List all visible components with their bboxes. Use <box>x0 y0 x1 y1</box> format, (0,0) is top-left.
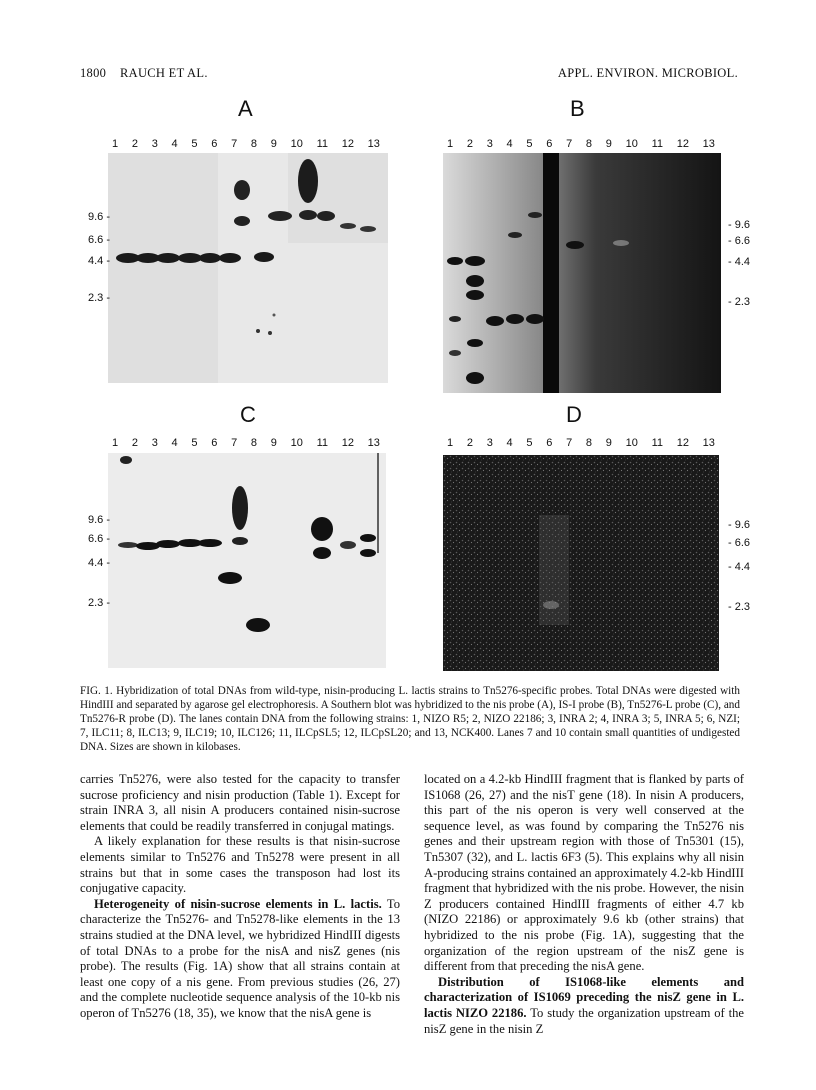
size-marker-c-2-3: 2.3 - <box>88 597 111 609</box>
figure-caption: FIG. 1. Hybridization of total DNAs from wild-type, nisin-producing L. lactis strains to Tn5276-specific probes. Total DNAs were digested with HindIII and separated by agarose gel electrophoresis. A Southern blot was hybridized to the nis probe (A), IS-I probe (B), Tn5276-L probe (C), and Tn5276-R probe (D). The lanes contain DNA from the following strains: 1, NIZO R5; 2, NIZO 22186; 3, INRA 2; 4, INRA 3; 5, INRA 5; 6, NZI; 7, ILC11; 8, ILC13; 9, ILC19; 10, ILC126; 11, ILCpSL5; 12, ILCpSL20; and 13, NCK400. Lanes 7 and 10 contain small quantities of undigested DNA. Sizes are shown in kilobases. <box>80 685 740 753</box>
size-marker-a-2-3: 2.3 - <box>88 292 111 304</box>
size-marker-d-2-3: - 2.3 <box>728 601 751 613</box>
size-marker-c-6-6: 6.6 - <box>88 533 111 545</box>
size-marker-a-9-6: 9.6 - <box>88 211 111 223</box>
panel-letter-a: A <box>238 96 253 121</box>
size-marker-b-9-6: - 9.6 <box>728 219 751 231</box>
blot-panel-a <box>108 153 388 383</box>
panel-letter-b: B <box>570 96 585 121</box>
right-column <box>424 772 744 1037</box>
left-paragraph-2: A likely explanation for these results is that nisin-sucrose elements similar to Tn5276 and Tn5278 were present in all strains but that in some cases the transposon had lost its conjugative capacity. <box>80 834 400 896</box>
size-marker-d-6-6: - 6.6 <box>728 537 751 549</box>
panel-b-lane-numbers: 1 2 3 4 5 6 7 8 9 10 11 12 13 <box>447 138 715 150</box>
section-heading-heterogeneity: Heterogeneity of nisin-sucrose elements in L. lactis. <box>94 896 382 911</box>
size-marker-d-4-4: - 4.4 <box>728 561 751 573</box>
running-authors: RAUCH ET AL. <box>120 66 208 80</box>
right-paragraph-1: located on a 4.2-kb HindIII fragment that is flanked by parts of IS1068 (26, 27) and the nisT gene (18). In nisin A producers, this part of the nis operon is very well conserved at the sequence level, as was found by comparing the Tn5276 nis genes and their upstream region with those of Tn5301 (15), Tn5307 (32), and L. lactis 6F3 (5). This explains why all nisin A-producing strains contained an approximately 4.2-kb HindIII fragment that hybridized with the nis probe. However, the nisin Z producers contained HindIII fragments of either 4.7 kb (NIZO 22186) or approximately 9.6 kb (other strains) that hybridized to the nis probe (Fig. 1A), suggesting that the organization of the region upstream of the nisZ gene is different from that preceding the nisA gene. <box>424 772 745 974</box>
size-marker-c-9-6: 9.6 - <box>88 514 111 526</box>
size-marker-c-4-4: 4.4 - <box>88 557 111 569</box>
panel-letter-c: C <box>240 402 256 427</box>
blot-panel-c <box>108 453 386 668</box>
page-number: 1800 <box>80 66 107 80</box>
size-marker-a-6-6: 6.6 - <box>88 234 111 246</box>
blot-panel-d <box>443 455 719 671</box>
left-column <box>80 772 400 1022</box>
panel-letter-d: D <box>566 402 582 427</box>
journal-name: APPL. ENVIRON. MICROBIOL. <box>557 66 738 80</box>
left-paragraph-1: carries Tn5276, were also tested for the capacity to transfer sucrose proficiency and nisin production (Table 1). Except for strain INRA 3, all nisin A producers contained nisin-sucrose elements that could be readily transferred in conjugal matings. <box>80 772 400 833</box>
left-paragraph-3-body: To characterize the Tn5276- and Tn5278-like elements in the 13 strains studied at the DNA level, we hybridized HindIII digests of total DNAs to a probe for the nisA and nisZ genes (nis probe). The results (Fig. 1A) show that all strains contain at least one copy of a nis gene. From previous studies (26, 27) and the complete nucleotide sequence analysis of the 10-kb nis operon of Tn5276 (18, 35), we know that the nisA gene is <box>80 896 400 1020</box>
blot-panel-b <box>443 153 721 393</box>
left-paragraph-3 <box>80 897 400 1022</box>
panel-d-lane-numbers: 1 2 3 4 5 6 7 8 9 10 11 12 13 <box>447 437 715 449</box>
size-marker-b-4-4: - 4.4 <box>728 256 751 268</box>
size-marker-b-2-3: - 2.3 <box>728 296 751 308</box>
panel-c-lane-numbers: 1 2 3 4 5 6 7 8 9 10 11 12 13 <box>112 437 380 449</box>
panel-a-lane-numbers: 1 2 3 4 5 6 7 8 9 10 11 12 13 <box>112 138 380 150</box>
section-heading-distribution: Distribution of IS1068-like elements and characterization of IS1069 preceding the nisZ gene in L. lactis NIZO 22186. <box>424 974 744 1020</box>
right-paragraph-2-body: To study the organization upstream of the nisZ gene in the nisin Z <box>424 1005 744 1036</box>
right-paragraph-2 <box>424 975 744 1037</box>
size-marker-b-6-6: - 6.6 <box>728 235 751 247</box>
size-marker-d-9-6: - 9.6 <box>728 519 751 531</box>
size-marker-a-4-4: 4.4 - <box>88 255 111 267</box>
